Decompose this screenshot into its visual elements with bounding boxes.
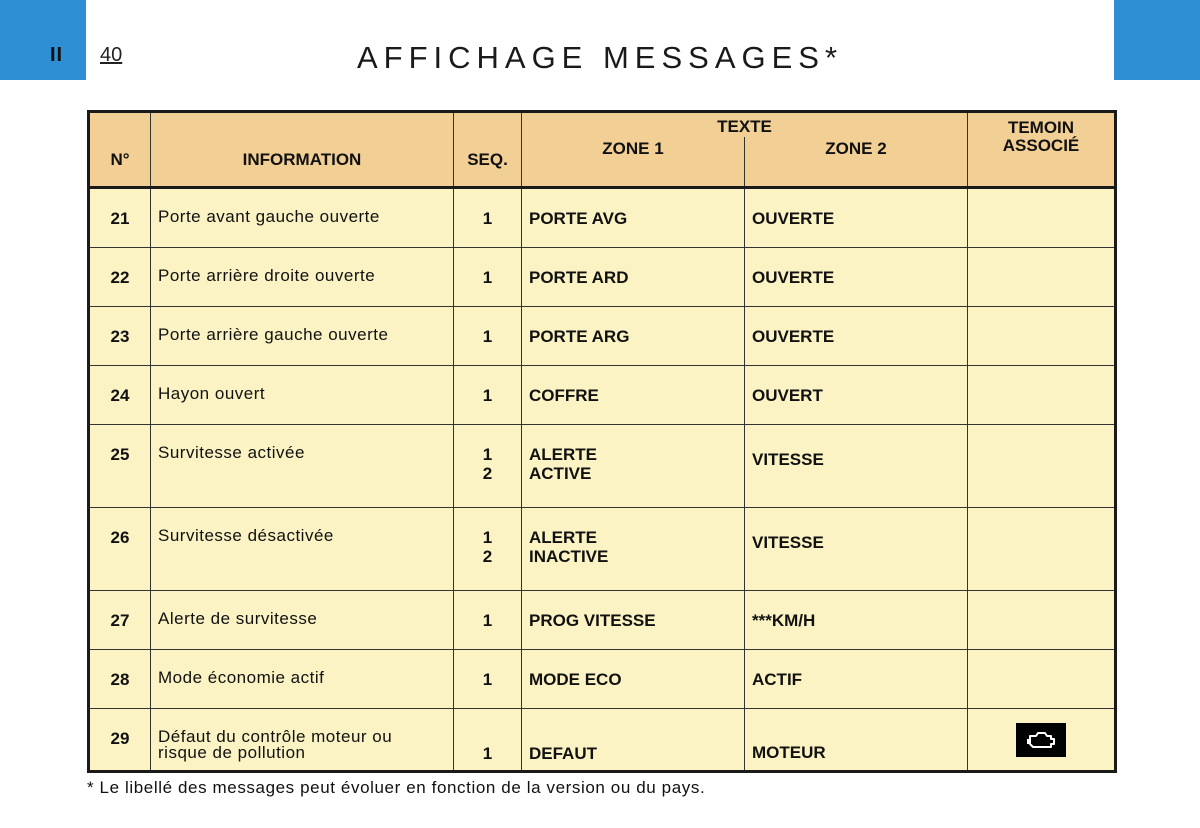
row-seq-1: 1 bbox=[482, 445, 493, 464]
header-num: N° bbox=[89, 112, 151, 188]
row-info: Alerte de survitesse bbox=[151, 591, 454, 650]
row-info: Survitesse désactivée bbox=[151, 508, 454, 591]
row-temoin bbox=[968, 248, 1116, 307]
row-zone2: ***KM/H bbox=[745, 591, 968, 650]
row-temoin bbox=[968, 307, 1116, 366]
row-zone1-line1: ALERTE bbox=[529, 445, 597, 464]
table-row bbox=[89, 188, 1116, 248]
row-info: Porte arrière droite ouverte bbox=[151, 248, 454, 307]
row-seq: 1 bbox=[454, 188, 522, 248]
row-zone1 bbox=[522, 425, 745, 508]
row-zone2: ACTIF bbox=[745, 650, 968, 709]
row-info: Hayon ouvert bbox=[151, 366, 454, 425]
row-seq: 1 bbox=[454, 709, 522, 772]
row-seq: 1 bbox=[454, 650, 522, 709]
row-zone2: OUVERTE bbox=[745, 307, 968, 366]
engine-warning-icon bbox=[1016, 723, 1066, 757]
row-info: Mode économie actif bbox=[151, 650, 454, 709]
row-num: 22 bbox=[89, 248, 151, 307]
row-info-line1: Défaut du contrôle moteur ou bbox=[158, 727, 393, 746]
table-row bbox=[89, 650, 1116, 709]
row-seq: 1 bbox=[454, 366, 522, 425]
row-temoin bbox=[968, 188, 1116, 248]
row-zone2: OUVERT bbox=[745, 366, 968, 425]
row-num: 26 bbox=[89, 508, 151, 591]
table-row bbox=[89, 508, 1116, 591]
row-info: Survitesse activée bbox=[151, 425, 454, 508]
row-num: 23 bbox=[89, 307, 151, 366]
row-num: 24 bbox=[89, 366, 151, 425]
header-seq: SEQ. bbox=[454, 112, 522, 188]
row-zone1 bbox=[522, 508, 745, 591]
row-seq-2: 2 bbox=[482, 464, 493, 483]
row-zone1: COFFRE bbox=[522, 366, 745, 425]
row-num: 28 bbox=[89, 650, 151, 709]
row-seq-2: 2 bbox=[482, 547, 493, 566]
row-zone2: OUVERTE bbox=[745, 188, 968, 248]
table-row bbox=[89, 709, 1116, 772]
row-zone2: OUVERTE bbox=[745, 248, 968, 307]
row-zone1-line2: INACTIVE bbox=[529, 547, 609, 566]
row-temoin bbox=[968, 366, 1116, 425]
row-temoin bbox=[968, 591, 1116, 650]
row-info: Porte avant gauche ouverte bbox=[151, 188, 454, 248]
row-seq: 1 bbox=[454, 591, 522, 650]
row-zone2: VITESSE bbox=[745, 425, 968, 508]
table-row bbox=[89, 591, 1116, 650]
page-title: AFFICHAGE MESSAGES* bbox=[356, 40, 844, 75]
row-seq: 1 bbox=[454, 248, 522, 307]
header-zone1: ZONE 1 bbox=[522, 137, 745, 188]
row-info-line2: risque de pollution bbox=[158, 743, 306, 762]
row-seq bbox=[454, 425, 522, 508]
row-seq bbox=[454, 508, 522, 591]
row-temoin bbox=[968, 709, 1116, 772]
row-zone1-line2: ACTIVE bbox=[529, 464, 592, 483]
header-zone2: ZONE 2 bbox=[745, 137, 968, 188]
row-num: 21 bbox=[89, 188, 151, 248]
section-number: II bbox=[50, 44, 64, 66]
messages-table bbox=[87, 110, 1117, 773]
row-zone1: PROG VITESSE bbox=[522, 591, 745, 650]
header-texte: TEXTE bbox=[522, 112, 968, 138]
row-temoin bbox=[968, 650, 1116, 709]
row-zone1: MODE ECO bbox=[522, 650, 745, 709]
row-zone1-line1: ALERTE bbox=[529, 528, 597, 547]
table-row bbox=[89, 307, 1116, 366]
page-number: 40 bbox=[100, 44, 123, 66]
row-info bbox=[151, 709, 454, 772]
row-zone1: PORTE ARD bbox=[522, 248, 745, 307]
footnote: * Le libellé des messages peut évoluer en fonction de la version ou du pays. bbox=[87, 778, 706, 797]
row-num: 29 bbox=[89, 709, 151, 772]
row-seq: 1 bbox=[454, 307, 522, 366]
table-row bbox=[89, 366, 1116, 425]
row-num: 25 bbox=[89, 425, 151, 508]
row-zone2: MOTEUR bbox=[745, 709, 968, 772]
table-row bbox=[89, 425, 1116, 508]
header-temoin bbox=[968, 112, 1116, 188]
header-temoin-line2: ASSOCIÉ bbox=[1002, 136, 1080, 155]
row-num: 27 bbox=[89, 591, 151, 650]
row-seq-1: 1 bbox=[482, 528, 493, 547]
row-info: Porte arrière gauche ouverte bbox=[151, 307, 454, 366]
row-temoin bbox=[968, 425, 1116, 508]
row-zone1: PORTE ARG bbox=[522, 307, 745, 366]
row-temoin bbox=[968, 508, 1116, 591]
header-temoin-line1: TEMOIN bbox=[1007, 118, 1075, 137]
row-zone2: VITESSE bbox=[745, 508, 968, 591]
row-zone1: PORTE AVG bbox=[522, 188, 745, 248]
row-zone1: DEFAUT bbox=[522, 709, 745, 772]
header-information: INFORMATION bbox=[151, 112, 454, 188]
table-row bbox=[89, 248, 1116, 307]
